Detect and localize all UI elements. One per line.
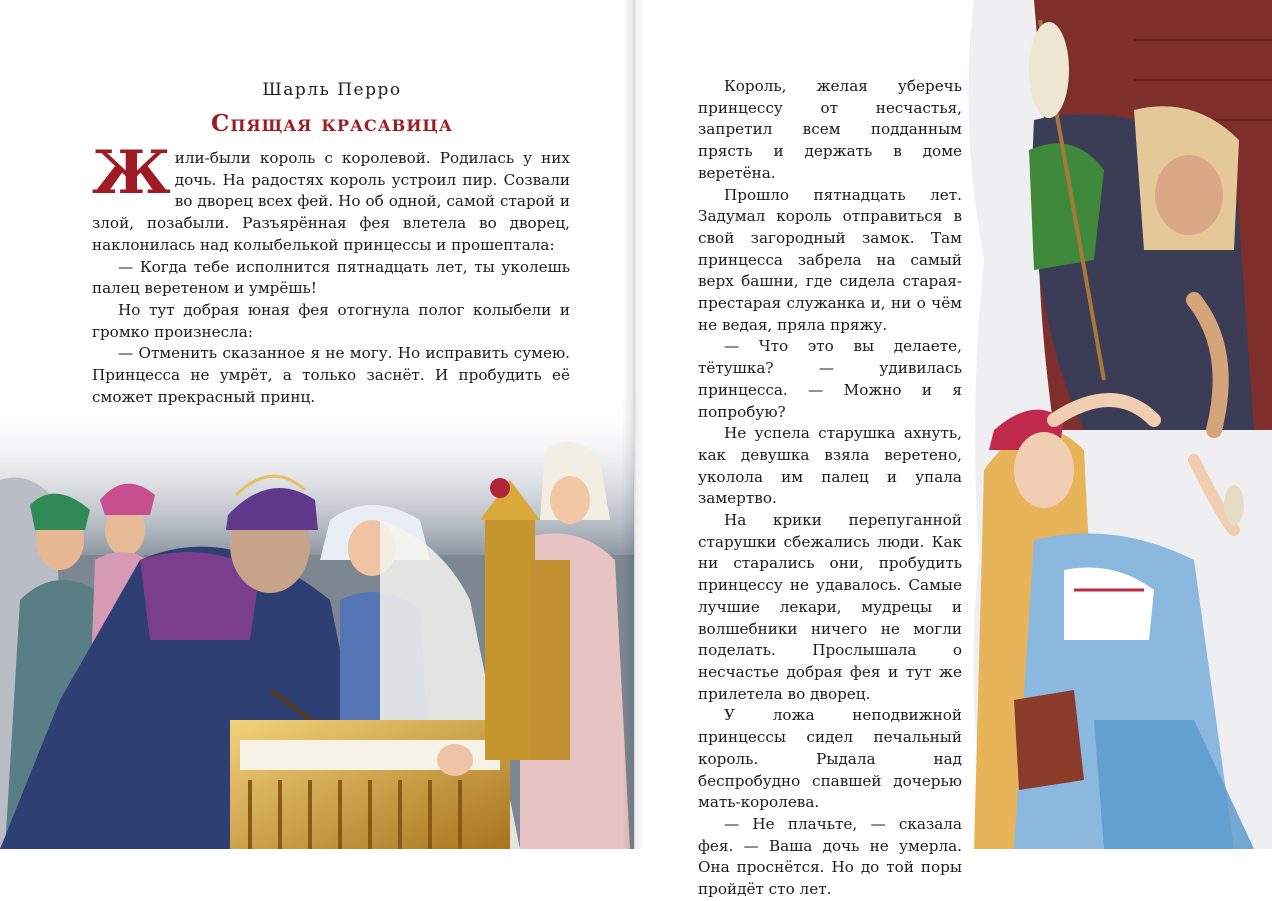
paragraph: На крики перепуганной старушки сбежались люди. Как ни старались они, пробудить принцессу не удавалось. Самые лучшие лекари, мудрецы и волшебники ничего не могли поделать. Прослышала о несчастье добрая фея и тут же прилетела во дворец. <box>698 511 962 703</box>
paragraph: У ложа неподвижной принцессы сидел печальный король. Рыдала над беспробудно спавшей дочерью мать-королева. <box>698 706 962 812</box>
paragraph: Но тут добрая юная фея отогнула полог колыбели и громко произнесла: <box>92 300 570 341</box>
paragraph: Не успела старушка ахнуть, как девушка взяла веретено, уколола им палец и упала замертво. <box>698 424 962 508</box>
right-page <box>634 0 1272 899</box>
drop-capital: Ж <box>92 138 171 208</box>
paragraph <box>92 138 570 257</box>
paragraph: Король, желая уберечь принцессу от несчастья, запретил всем подданным прясть и держать в доме веретёна. <box>698 77 962 182</box>
paragraph: Прошло пятнадцать лет. Задумал король отправиться в свой загородный замок. Там принцесса забрела на самый верх башни, где сидела старая-престарая служанка и, ни о чём не ведая, пряла пряжу. <box>698 185 962 334</box>
book-spine-shadow <box>622 0 646 849</box>
right-text-block <box>698 76 962 901</box>
left-page <box>0 0 634 849</box>
paragraph: — Что это вы делаете, тётушка? — удивилась принцесса. — Можно и я попробую? <box>698 337 962 421</box>
paragraph-text: или-были король с королевой. Родилась у них дочь. На радостях король устроил пир. Созвали во дворец всех фей. Но об одной, самой старой и злой, позабыли. Разъярённая фея влетела во дворец, наклонилась над колыбелькой принцессы и прошептала: <box>92 149 570 254</box>
author-name: Шарль Перро <box>262 80 402 100</box>
paragraph: — Не плачьте, — сказала фея. — Ваша дочь не умерла. Она проснётся. Но до той поры пройдёт сто лет. <box>698 814 962 899</box>
story-title: Спящая красавица <box>211 110 453 137</box>
paragraph: — Когда тебе исполнится пятнадцать лет, ты уколешь палец веретеном и умрёшь! <box>92 257 570 298</box>
left-text-block <box>92 138 570 408</box>
paragraph: — Отменить сказанное я не могу. Но исправить сумею. Принцесса не умрёт, а только заснёт. И пробудить её сможет прекрасный принц. <box>92 344 570 406</box>
